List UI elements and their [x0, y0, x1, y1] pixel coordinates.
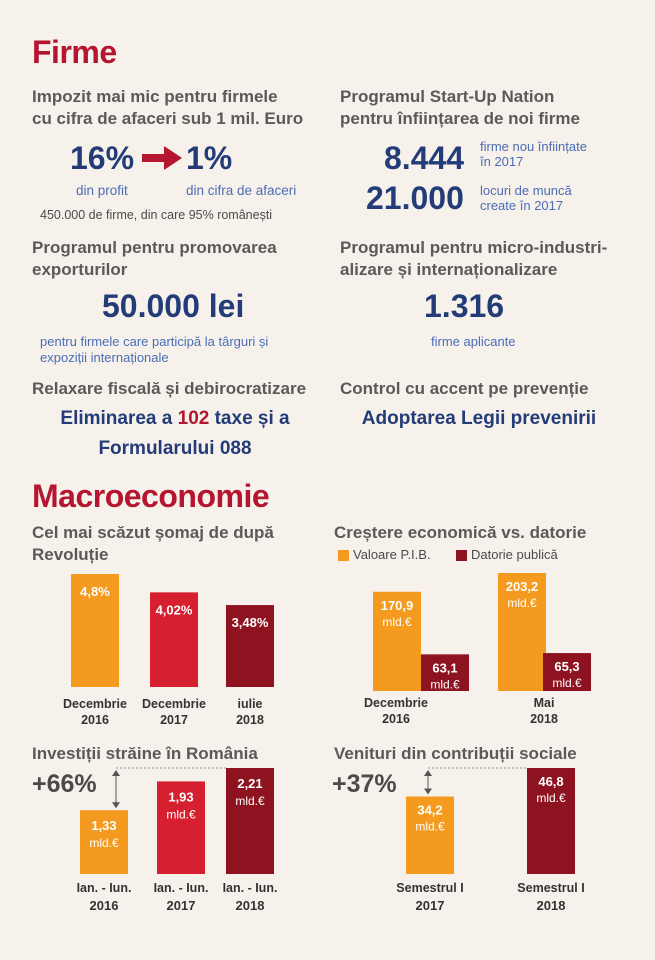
relaxare-text-prefix: Eliminarea a — [60, 408, 178, 429]
impozit-from-label: din profit — [76, 183, 128, 198]
chart-crestere-title: Creștere economică vs. datorie — [334, 523, 587, 542]
crestere-value-0-1: 63,1 — [432, 660, 458, 676]
micro-label: firme aplicante — [431, 334, 516, 349]
crestere-cat-line2-0: 2016 — [382, 712, 410, 726]
crestere-cat-line1-0: Decembrie — [364, 696, 428, 710]
legend-label-pib: Valoare P.I.B. — [353, 547, 431, 562]
venituri-unit-1: mld.€ — [536, 791, 566, 805]
control-heading: Control cu accent pe prevenție — [340, 379, 589, 398]
relaxare-heading: Relaxare fiscală și debirocratizare — [32, 379, 307, 398]
somaj-cat-line2-0: 2016 — [81, 713, 109, 727]
startup-heading-line1: Programul Start-Up Nation — [340, 87, 555, 106]
crestere-value-0-0: 170,9 — [380, 597, 414, 613]
somaj-value-1: 4,02% — [155, 602, 193, 618]
crestere-cat-line1-1: Mai — [533, 696, 555, 710]
startup-heading-line2: pentru înființarea de noi firme — [340, 109, 580, 128]
startup-stat2-value: 21.000 — [366, 180, 464, 216]
chart-investitii-title: Investiții străine în România — [32, 744, 258, 763]
export-label-line2: expoziții internaționale — [40, 350, 169, 365]
export-value: 50.000 lei — [102, 288, 245, 324]
investitii-value-2: 2,21 — [237, 776, 263, 791]
relaxare-text-line2: Formularului 088 — [98, 438, 252, 459]
crestere-unit-1-1: mld.€ — [552, 676, 582, 691]
chart-somaj-title: Cel mai scăzut șomaj de după Revoluție — [32, 523, 274, 564]
crestere-unit-0-1: mld.€ — [430, 677, 460, 692]
crestere-cat-line2-1: 2018 — [530, 712, 558, 726]
venituri-annotation: +37% — [332, 770, 397, 798]
export-heading-line2: exporturilor — [32, 260, 128, 279]
investitii-value-0: 1,33 — [91, 818, 117, 834]
investitii-annotation: +66% — [32, 770, 97, 798]
investitii-unit-2: mld.€ — [235, 794, 265, 808]
venituri-cat-line2-0: 2017 — [415, 898, 445, 913]
venituri-cat-line1-1: Semestrul I — [517, 881, 585, 895]
somaj-cat-line2-2: 2018 — [236, 713, 264, 727]
venituri-value-1: 46,8 — [538, 774, 564, 789]
micro-heading-line2: alizare și internaționalizare — [340, 260, 558, 279]
impozit-to-label: din cifra de afaceri — [186, 183, 297, 198]
investitii-unit-0: mld.€ — [89, 836, 119, 851]
investitii-value-1: 1,93 — [168, 789, 194, 805]
investitii-cat-line1-1: Ian. - Iun. — [153, 881, 209, 895]
impozit-from-value: 16% — [70, 140, 135, 176]
control-text: Adoptarea Legii prevenirii — [361, 408, 597, 429]
impozit-to-value: 1% — [186, 140, 233, 176]
venituri-cat-line2-1: 2018 — [536, 898, 566, 913]
venituri-unit-0: mld.€ — [415, 819, 445, 834]
startup-stat1-label-line1: firme nou înființate — [480, 139, 587, 154]
relaxare-text-suffix: taxe și a — [209, 408, 290, 429]
crestere-value-1-0: 203,2 — [505, 579, 539, 594]
investitii-arrow-down-icon — [112, 802, 120, 808]
investitii-arrow-up-icon — [112, 770, 120, 776]
chart-venituri-title: Venituri din contribuții sociale — [334, 744, 577, 763]
legend-label-datorie: Datorie publică — [471, 547, 558, 562]
investitii-unit-1: mld.€ — [166, 807, 196, 822]
micro-value: 1.316 — [424, 288, 505, 324]
startup-stat1-value: 8.444 — [384, 140, 465, 176]
crestere-unit-0-0: mld.€ — [382, 614, 412, 629]
somaj-cat-line1-1: Decembrie — [142, 697, 206, 711]
venituri-arrow-up-icon — [424, 770, 432, 776]
impozit-note: 450.000 de firme, din care 95% românești — [40, 208, 273, 222]
investitii-cat-line2-1: 2017 — [166, 898, 196, 913]
somaj-cat-line1-2: iulie — [237, 697, 263, 711]
venituri-arrow-down-icon — [424, 789, 432, 795]
venituri-cat-line1-0: Semestrul I — [396, 881, 464, 895]
crestere-value-1-1: 65,3 — [554, 659, 580, 675]
section-title-firme: Firme — [32, 34, 117, 70]
somaj-cat-line1-0: Decembrie — [63, 697, 127, 711]
venituri-value-0: 34,2 — [417, 802, 443, 818]
micro-heading-line1: Programul pentru micro-industri- — [340, 238, 608, 257]
relaxare-text-number: 102 — [177, 408, 210, 429]
startup-stat1-label-line2: în 2017 — [480, 154, 524, 169]
crestere-unit-1-0: mld.€ — [507, 596, 537, 610]
somaj-value-2: 3,48% — [231, 615, 269, 631]
investitii-cat-line1-2: Ian. - Iun. — [222, 881, 278, 895]
startup-stat2-label-line1: locuri de muncă — [480, 183, 572, 198]
impozit-heading-line1: Impozit mai mic pentru firmele — [32, 87, 278, 106]
investitii-cat-line2-0: 2016 — [89, 898, 119, 913]
export-label-line1: pentru firmele care participă la târguri și — [40, 334, 269, 349]
investitii-cat-line2-2: 2018 — [235, 898, 265, 913]
export-heading-line1: Programul pentru promovarea — [32, 238, 277, 257]
section-title-macro: Macroeconomie — [32, 478, 270, 514]
somaj-cat-line2-1: 2017 — [160, 713, 188, 727]
investitii-cat-line1-0: Ian. - Iun. — [76, 881, 132, 895]
impozit-heading-line2: cu cifra de afaceri sub 1 mil. Euro — [32, 109, 304, 128]
startup-stat2-label-line2: create în 2017 — [480, 198, 564, 213]
somaj-value-0: 4,8% — [80, 584, 110, 599]
